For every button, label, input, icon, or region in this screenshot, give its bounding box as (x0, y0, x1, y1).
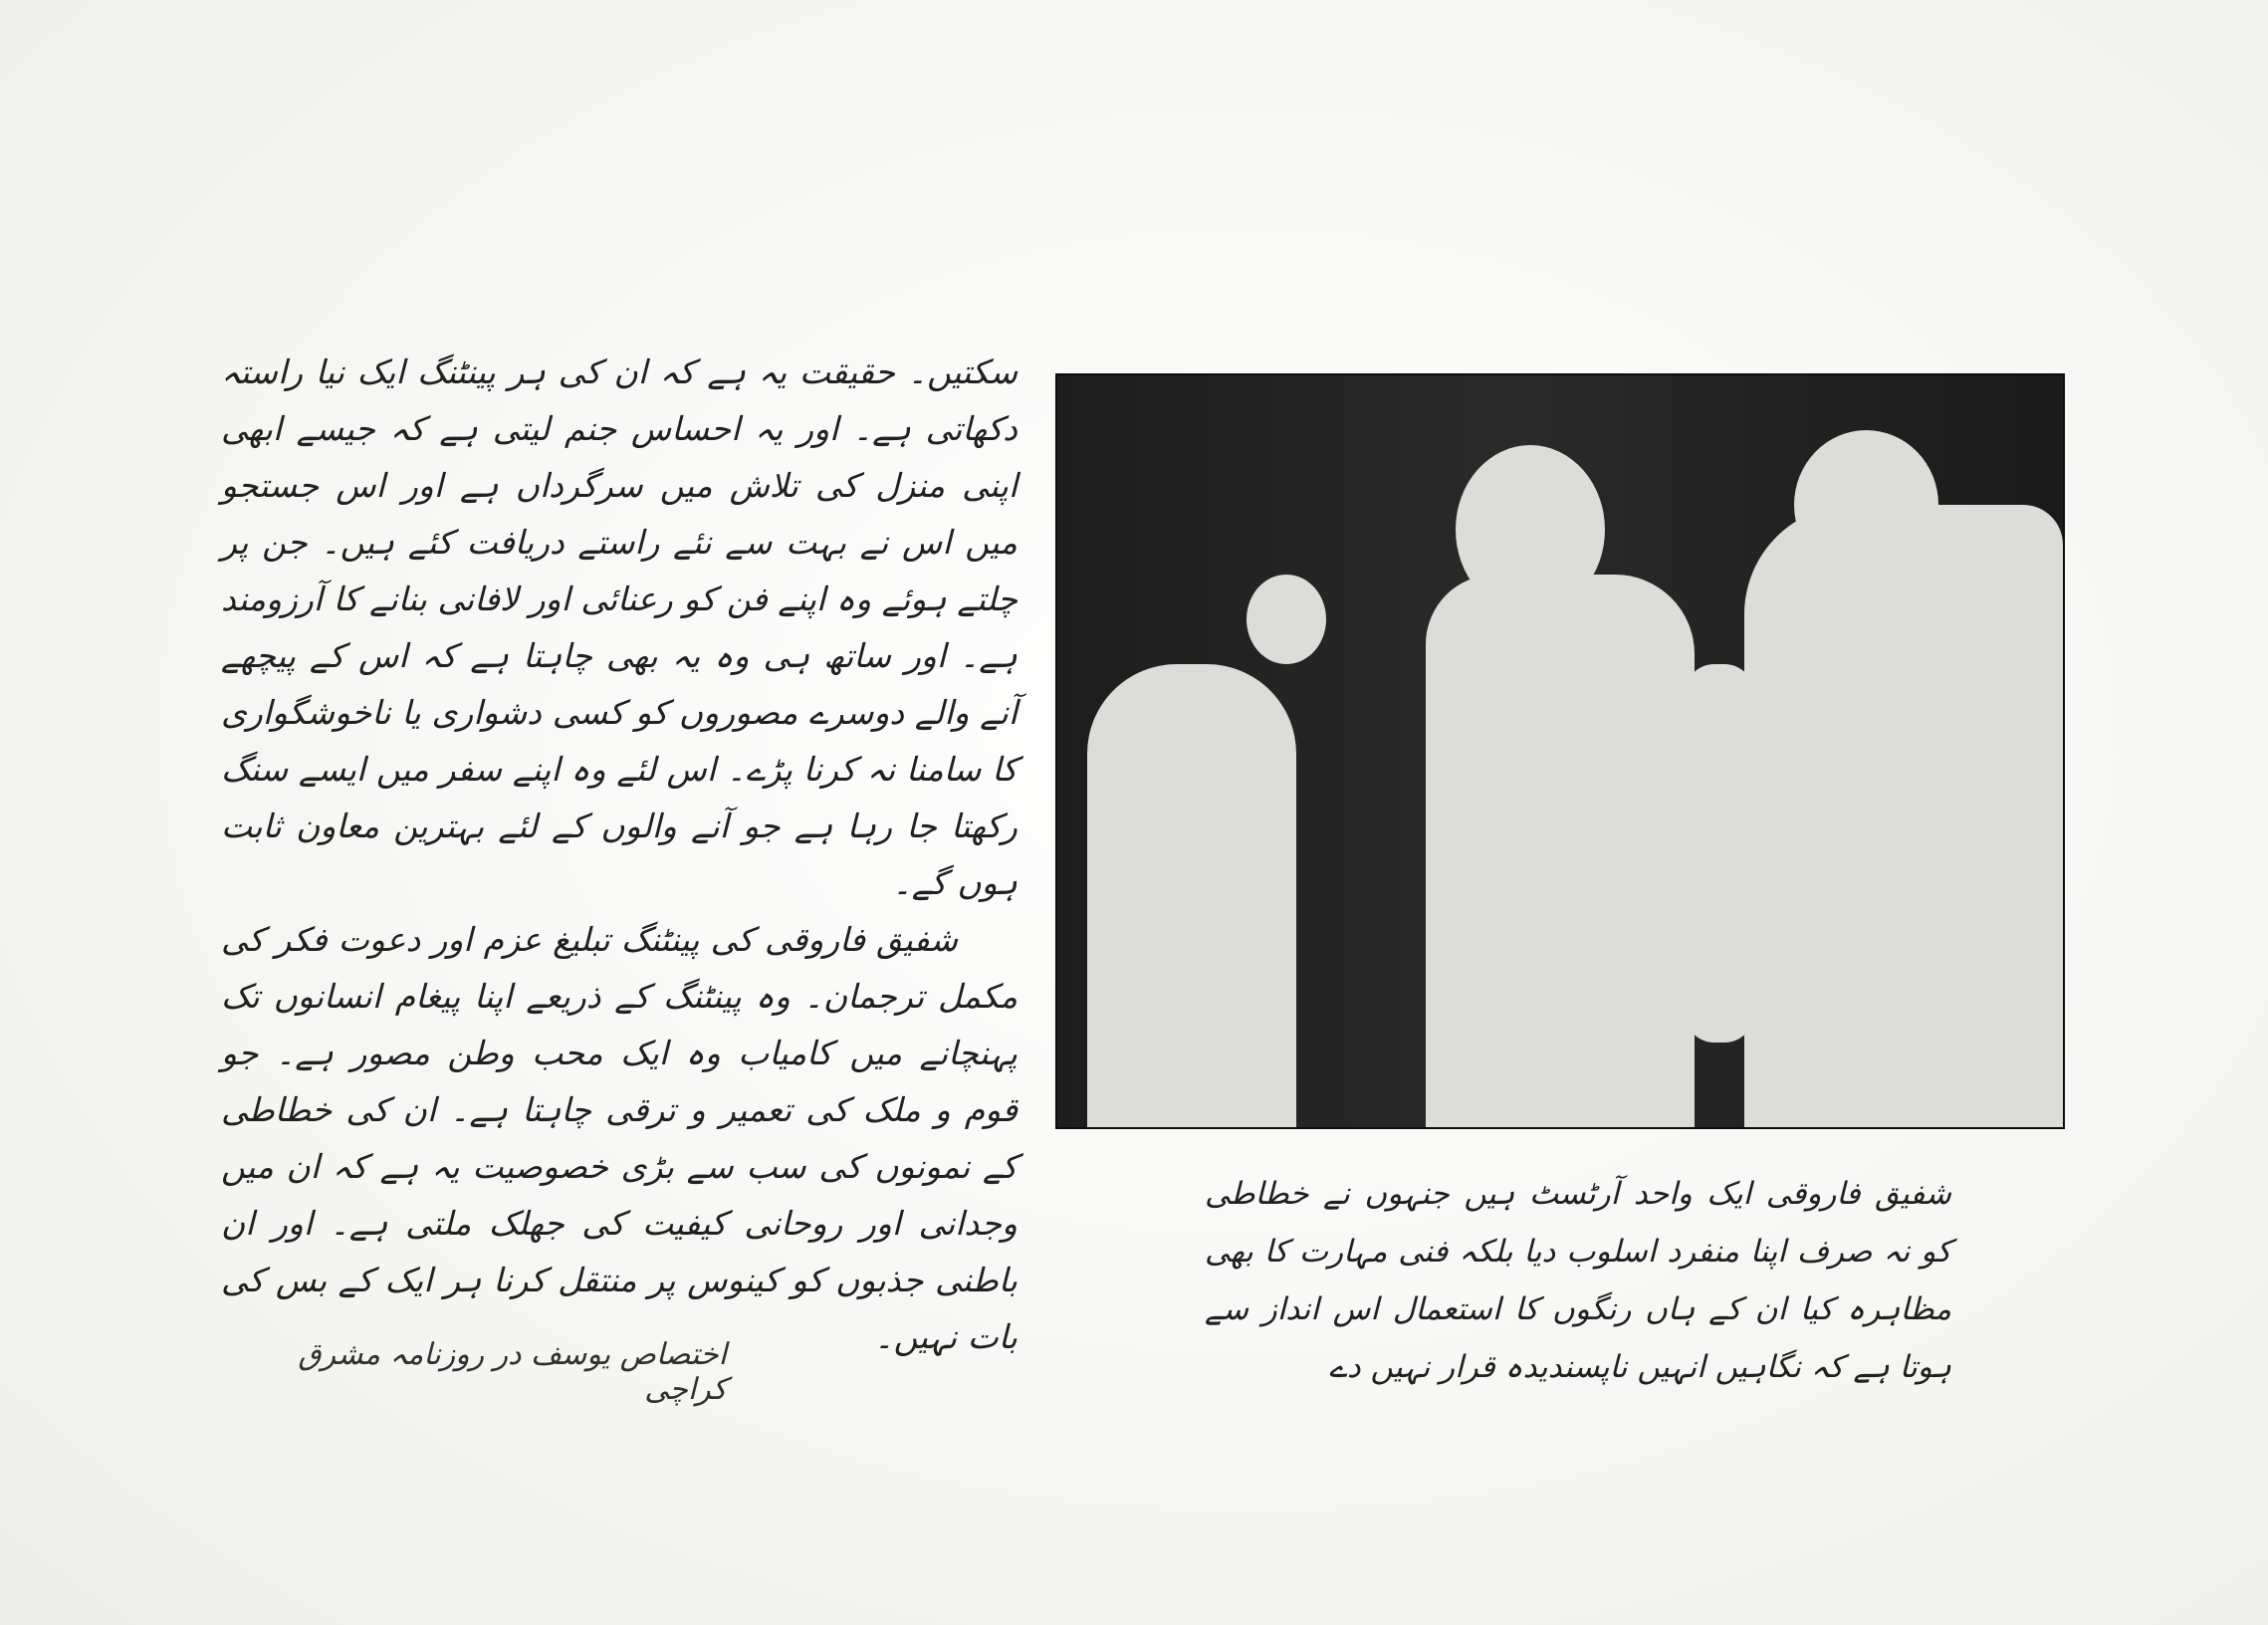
event-photograph (1055, 373, 2065, 1129)
photo-person-center (1426, 575, 1695, 1129)
photo-caption (1205, 1165, 1951, 1396)
article-credit: اختصاص یوسف در روزنامہ مشرق کراچی (298, 1337, 727, 1407)
article-paragraph-1: سکتیں۔ حقیقت یہ ہے کہ ان کی ہر پینٹنگ ایک نیا راستہ دکھاتی ہے۔ اور یہ احساس جنم لیتی ہے کہ جیسے ابھی اپنی منزل کی تلاش میں سرگرداں ہے اور اس جستجو میں اس نے بہت سے نئے راستے دریافت کئے ہیں۔ جن پر چلتے ہوئے وہ اپنے فن کو رعنائی اور لافانی بنانے کا آرزومند ہے۔ اور ساتھ ہی وہ یہ بھی چاہتا ہے کہ اس کے پیچھے آنے والے دوسرے مصوروں کو کسی دشواری یا ناخوشگواری کا سامنا نہ کرنا پڑے۔ اس لئے وہ اپنے سفر میں ایسے سنگ رکھتا جا رہا ہے جو آنے والوں کے لئے بہترین معاون ثابت ہوں گے۔ (221, 352, 1018, 902)
photo-person-right-head (1794, 430, 1938, 580)
article-paragraph-2: شفیق فاروقی کی پینٹنگ تبلیغ عزم اور دعوت فکر کی مکمل ترجمان۔ وہ پینٹنگ کے ذریعے اپنا پیغام انسانوں تک پہنچانے میں کامیاب وہ ایک محب وطن مصور ہے۔ جو قوم و ملک کی تعمیر و ترقی چاہتا ہے۔ ان کی خطاطی کے نمونوں کی سب سے بڑی خصوصیت یہ ہے کہ ان میں وجدانی اور روحانی کیفیت کی جھلک ملتی ہے۔ اور ان باطنی جذبوں کو کینوس پر منتقل کرنا ہر ایک کے بس کی بات نہیں۔ (221, 920, 1018, 1356)
photo-background-person (1247, 575, 1326, 664)
article-text-column (221, 344, 1018, 1365)
photo-person-left (1087, 664, 1296, 1129)
photo-person-center-head (1456, 445, 1605, 614)
photo-person-right-arm (1844, 893, 1953, 1129)
photo-caption-text: شفیق فاروقی ایک واحد آرٹسٹ ہیں جنہوں نے خطاطی کو نہ صرف اپنا منفرد اسلوب دیا بلکہ فنی مہارت کا بھی مظاہرہ کیا ان کے ہاں رنگوں کا استعمال اس انداز سے ہوتا ہے کہ نگاہیں انہیں ناپسندیدہ قرار نہیں دے (1205, 1176, 1951, 1385)
